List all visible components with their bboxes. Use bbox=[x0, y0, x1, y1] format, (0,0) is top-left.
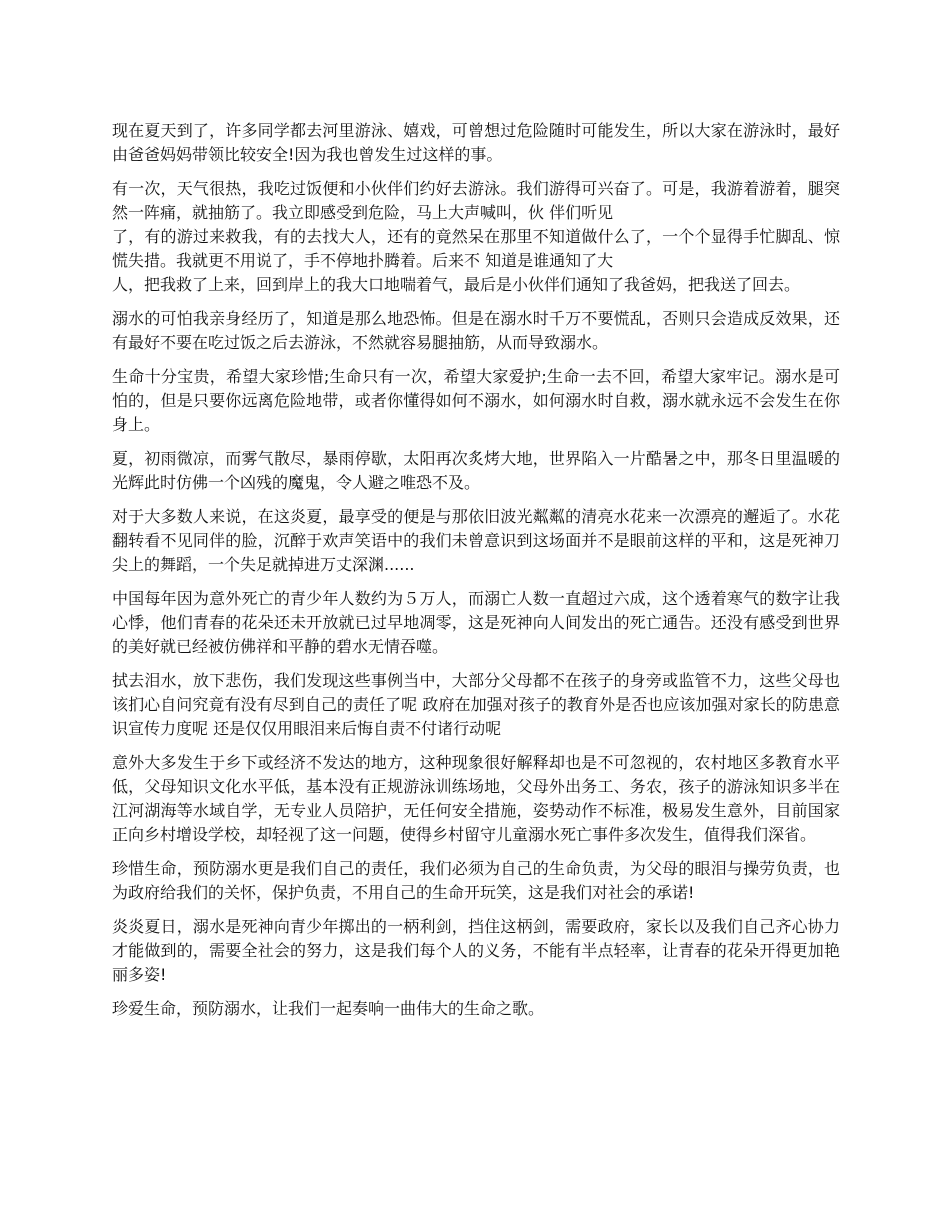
paragraph-4: 生命十分宝贵，希望大家珍惜;生命只有一次，希望大家爱护;生命一去不回，希望大家牢记。溺水是可怕的，但是只要你远离危险地带，或者你懂得如何不溺水，如何溺水时自救，溺水就永远不会发生在你身上。 bbox=[112, 367, 840, 434]
paragraph-11: 炎炎夏日，溺水是死神向青少年掷出的一柄利剑，挡住这柄剑，需要政府，家长以及我们自己齐心协力才能做到的，需要全社会的努力，这是我们每个人的义务，不能有半点轻率，让青春的花朵开得更加艳丽多姿! bbox=[112, 917, 840, 984]
paragraph-7: 中国每年因为意外死亡的青少年人数约为５万人，而溺亡人数一直超过六成，这个透着寒气的数字让我心悸，他们青春的花朵还未开放就已过早地凋零，这是死神向人间发出的死亡通告。还没有感受到世界的美好就已经被仿佛祥和平静的碧水无情吞噬。 bbox=[112, 589, 840, 656]
paragraph-12: 珍爱生命，预防溺水，让我们一起奏响一曲伟大的生命之歌。 bbox=[112, 999, 545, 1018]
document-body bbox=[112, 119, 840, 1031]
paragraph-8: 拭去泪水，放下悲伤，我们发现这些事例当中，大部分父母都不在孩子的身旁或监管不力，这些父母也该扪心自问究竟有没有尽到自己的责任了呢 政府在加强对孩子的教育外是否也应该加强对家长的防患意识宣传力度呢 还是仅仅用眼泪来后悔自责不付诸行动呢 bbox=[112, 671, 840, 738]
paragraph-6: 对于大多数人来说，在这炎夏，最享受的便是与那依旧波光粼粼的清亮水花来一次漂亮的邂逅了。水花翻转看不见同伴的脸，沉醉于欢声笑语中的我们未曾意识到这场面并不是眼前这样的平和，这是死神刀尖上的舞蹈，一个失足就掉进万丈深渊...... bbox=[112, 507, 840, 574]
paragraph-2: 有一次，天气很热，我吃过饭便和小伙伴们约好去游泳。我们游得可兴奋了。可是，我游着游着，腿突然一阵痛，就抽筋了。我立即感受到危险，马上大声喊叫，伙 伴们听见 了，有的游过来救我，有的去找大人，还有的竟然呆在那里不知道做什么了，一个个显得手忙脚乱、惊慌失措。我就更不用说了，手不停地扑腾着。后来不 知道是谁通知了大 人，把我救了上来，回到岸上的我大口地喘着气，最后是小伙伴们通知了我爸妈，把我送了回去。 bbox=[112, 179, 840, 294]
paragraph-10: 珍惜生命，预防溺水更是我们自己的责任，我们必须为自己的生命负责，为父母的眼泪与操劳负责，也为政府给我们的关怀，保护负责，不用自己的生命开玩笑，这是我们对社会的承诺! bbox=[112, 859, 840, 902]
paragraph-9: 意外大多发生于乡下或经济不发达的地方，这种现象很好解释却也是不可忽视的，农村地区多教育水平低，父母知识文化水平低，基本没有正规游泳训练场地，父母外出务工、务农，孩子的游泳知识多半在江河湖海等水域自学，无专业人员陪护，无任何安全措施，姿势动作不标准，极易发生意外，目前国家正向乡村增设学校，却轻视了这一问题，使得乡村留守儿童溺水死亡事件多次发生，值得我们深省。 bbox=[112, 753, 840, 844]
paragraph-1: 现在夏天到了，许多同学都去河里游泳、嬉戏，可曾想过危险随时可能发生，所以大家在游泳时，最好由爸爸妈妈带领比较安全!因为我也曾发生过这样的事。 bbox=[112, 121, 840, 164]
paragraph-3: 溺水的可怕我亲身经历了，知道是那么地恐怖。但是在溺水时千万不要慌乱，否则只会造成反效果，还有最好不要在吃过饭之后去游泳，不然就容易腿抽筋，从而导致溺水。 bbox=[112, 309, 840, 352]
paragraph-5: 夏，初雨微凉，而雾气散尽，暴雨停歇，太阳再次炙烤大地，世界陷入一片酷暑之中，那冬日里温暖的光辉此时仿佛一个凶残的魔鬼，令人避之唯恐不及。 bbox=[112, 449, 840, 492]
